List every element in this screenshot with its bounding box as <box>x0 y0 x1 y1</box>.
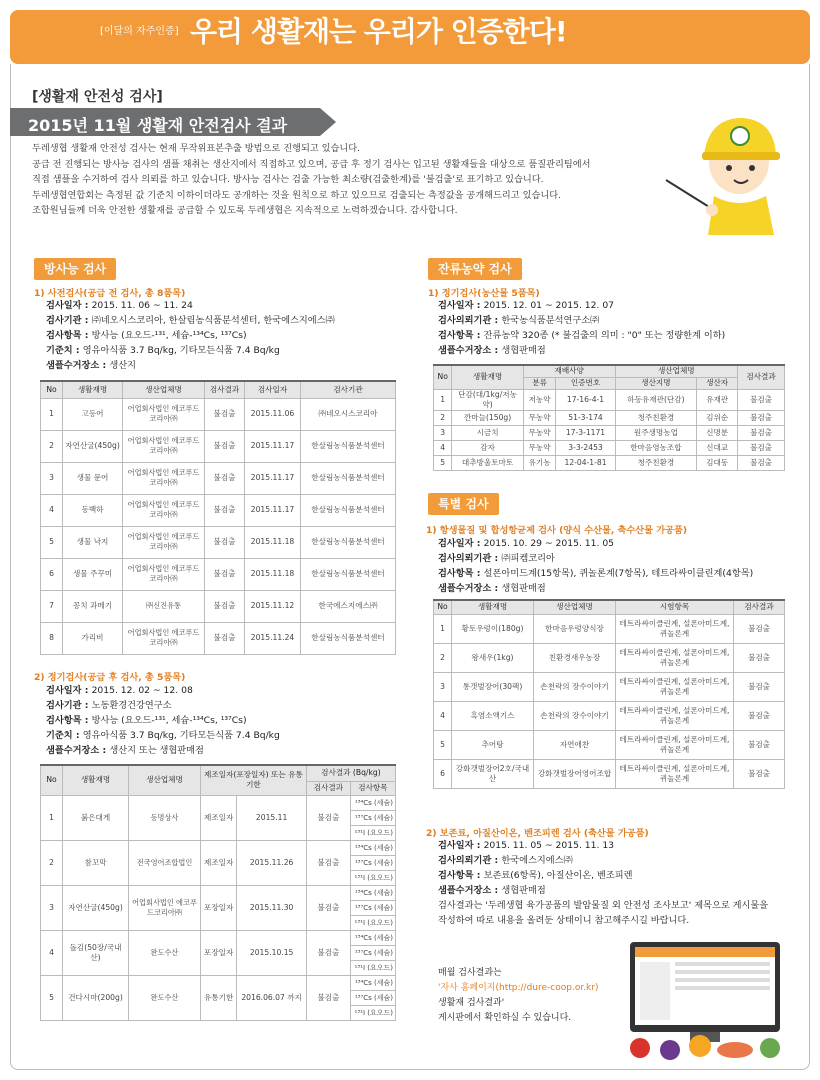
col-header: 생활재명 <box>63 765 129 795</box>
table-cell: 친환경새우농장 <box>534 643 616 672</box>
col-header: 검사기관 <box>301 381 396 398</box>
col-header: No <box>434 600 452 614</box>
pesticide-table <box>433 364 785 471</box>
table-cell: 제조일자 <box>201 795 237 840</box>
table-cell: 감자 <box>452 440 523 455</box>
table-cell: 김위순 <box>697 410 738 425</box>
radiation-pre-info <box>46 298 335 373</box>
info-value: 방사능 (요오드-¹³¹, 세슘-¹³⁴Cs, ¹³⁷Cs) <box>91 330 247 341</box>
table-row <box>434 455 785 470</box>
table-row <box>41 558 396 590</box>
result-note-line: 작성하여 따로 내용을 올려둔 상태이니 참고해주시길 바랍니다. <box>438 915 690 926</box>
table-cell: 깐마늘(150g) <box>452 410 523 425</box>
footer-note <box>438 966 599 1026</box>
table-cell: 불검출 <box>738 410 785 425</box>
table-cell: 1 <box>434 389 452 410</box>
table-cell: 한살림농식품분석센터 <box>301 622 396 654</box>
info-value: 2015. 11. 05 ~ 2015. 11. 13 <box>483 840 615 851</box>
table-cell: 2015.11.24 <box>245 622 301 654</box>
table-row <box>434 672 785 701</box>
table-cell: 청주친환경 <box>615 455 697 470</box>
table-cell: 4 <box>434 440 452 455</box>
info-value: 방사능 (요오드-¹³¹, 세슘-¹³⁴Cs, ¹³⁷Cs) <box>91 715 247 726</box>
info-key: 검사일자 : <box>438 538 484 549</box>
table-row <box>41 885 396 900</box>
table-cell: 불검출 <box>306 840 350 885</box>
table-header-row <box>434 365 785 377</box>
table-row <box>434 410 785 425</box>
info-key: 검사항목 : <box>438 330 484 341</box>
info-key: 검사기관 : <box>46 315 92 326</box>
table-cell: ¹³¹I (요오드) <box>350 870 395 885</box>
table-row <box>41 930 396 945</box>
table-cell: 건다시마(200g) <box>63 975 129 1020</box>
table-cell: 1 <box>434 614 452 643</box>
col-header: 생활재명 <box>452 365 523 389</box>
table-cell: 불검출 <box>734 701 785 730</box>
table-cell: 불검출 <box>306 975 350 1020</box>
table-cell: 불검출 <box>306 795 350 840</box>
table-cell: ¹³¹I (요오드) <box>350 1005 395 1020</box>
intro-line: 직접 샘플을 수거하여 검사 의뢰를 하고 있습니다. 방사능 검사는 검출 가능한 최소량(검출한계)를 '불검출'로 표기하고 있습니다. <box>32 174 544 185</box>
table-cell: 불검출 <box>205 494 245 526</box>
table-cell: 청주친환경 <box>615 410 697 425</box>
table-cell: 신명분 <box>697 425 738 440</box>
table-row <box>41 622 396 654</box>
table-cell: 원주생명농업 <box>615 425 697 440</box>
special-s1-table <box>433 599 785 789</box>
table-row <box>41 795 396 810</box>
section-label: [생활재 안전성 검사] <box>32 89 163 105</box>
table-cell: 제조일자 <box>201 840 237 885</box>
table-cell: 불검출 <box>734 643 785 672</box>
table-cell: 2016.06.07 까지 <box>237 975 306 1020</box>
intro-text <box>32 141 652 219</box>
table-cell: 2015.10.15 <box>237 930 306 975</box>
col-header: 재배사양 <box>523 365 615 377</box>
table-cell: ¹³⁷Cs (세슘) <box>350 990 395 1005</box>
table-cell: 돌김(50장/국내산) <box>63 930 129 975</box>
table-cell: 시금치 <box>452 425 523 440</box>
table-cell: 자연애찬 <box>534 730 616 759</box>
info-key: 샘플수거장소 : <box>438 345 502 356</box>
inspector-character-illustration <box>664 100 804 240</box>
col-header: 제조일자(포장일자) 또는 유통기한 <box>201 765 307 795</box>
table-cell: 3 <box>434 425 452 440</box>
table-cell: 불검출 <box>734 614 785 643</box>
col-header: 생활재명 <box>452 600 534 614</box>
col-header: 생산업체명 <box>615 365 737 377</box>
table-cell: 어업회사법인 에코푸드코리아㈜ <box>129 885 201 930</box>
col-header: 생산업체명 <box>123 381 205 398</box>
table-row <box>41 462 396 494</box>
info-key: 샘플수거장소 : <box>46 745 110 756</box>
table-cell: 어업회사법인 에코푸드코리아㈜ <box>123 526 205 558</box>
col-header: 검사결과 (Bq/kg) <box>306 765 395 781</box>
table-row <box>41 398 396 430</box>
table-cell: 어업회사법인 에코푸드코리아㈜ <box>123 430 205 462</box>
table-cell: 불검출 <box>205 526 245 558</box>
table-cell: 한살림농식품분석센터 <box>301 526 396 558</box>
table-cell: 2015.11 <box>237 795 306 840</box>
table-cell: 2015.11.30 <box>237 885 306 930</box>
table-row <box>434 425 785 440</box>
table-cell: 6 <box>41 558 63 590</box>
banner-title: 우리 생활재는 우리가 인증한다! <box>190 15 567 48</box>
info-value: 설폰아미드계(15항목), 퀴놀론계(7항목), 테트라싸이클린계(4항목) <box>483 568 754 579</box>
table-cell: 2015.11.18 <box>245 558 301 590</box>
table-cell: 포장일자 <box>201 885 237 930</box>
info-key: 검사항목 : <box>438 568 484 579</box>
special-s2-info <box>438 838 768 928</box>
table-cell: 왕새우(1kg) <box>452 643 534 672</box>
pesticide-heading: 잔류농약 검사 <box>428 258 522 280</box>
table-cell: 불검출 <box>734 759 785 788</box>
table-cell: 2015.11.12 <box>245 590 301 622</box>
info-key: 검사일자 : <box>46 685 92 696</box>
col-header: 검사결과 <box>306 781 350 795</box>
footer-line: 생활재 검사결과' <box>438 998 505 1008</box>
table-cell: 2015.11.26 <box>237 840 306 885</box>
table-cell: ¹³¹I (요오드) <box>350 960 395 975</box>
col-header: 검사항목 <box>350 781 395 795</box>
table-cell: 한살림농식품분석센터 <box>301 558 396 590</box>
table-cell: 추어탕 <box>452 730 534 759</box>
table-cell: 2 <box>434 410 452 425</box>
table-cell: ¹³⁴Cs (세슘) <box>350 885 395 900</box>
table-cell: 불검출 <box>734 730 785 759</box>
homepage-link[interactable]: '자사 홈페이지(http://dure-coop.or.kr) <box>438 983 599 993</box>
table-cell: 6 <box>434 759 452 788</box>
table-cell: 붉은대게 <box>63 795 129 840</box>
table-cell: 참꼬막 <box>63 840 129 885</box>
table-cell: 4 <box>41 494 63 526</box>
table-cell: 17-3-1171 <box>556 425 615 440</box>
table-cell: ¹³¹I (요오드) <box>350 915 395 930</box>
intro-line: 조합원님들께 더욱 안전한 생활재를 공급할 수 있도록 두레생협은 지속적으로 노력하겠습니다. 감사합니다. <box>32 205 458 216</box>
info-key: 기준치 : <box>46 730 83 741</box>
table-cell: ¹³⁴Cs (세슘) <box>350 975 395 990</box>
table-header-row <box>41 765 396 781</box>
table-cell: 불검출 <box>738 425 785 440</box>
special-s1-subtitle: 1) 항생물질 및 합성항균제 검사 (양식 수산물, 축수산물 가공품) <box>426 525 688 536</box>
info-value: 영유아식품 3.7 Bq/kg, 기타모든식품 7.4 Bq/kg <box>82 730 280 741</box>
info-value: 생협판매점 <box>501 345 546 356</box>
table-cell: 한마음영농조합 <box>615 440 697 455</box>
table-cell: 어업회사법인 에코푸드코리아㈜ <box>123 462 205 494</box>
info-key: 검사항목 : <box>46 715 92 726</box>
table-cell: 테트라싸이클린계, 설폰아미드계, 퀴놀론계 <box>616 614 734 643</box>
table-cell: 51-3-174 <box>556 410 615 425</box>
table-cell: 불검출 <box>734 672 785 701</box>
col-header: 시험항목 <box>616 600 734 614</box>
col-header: 검사결과 <box>734 600 785 614</box>
table-cell: 테트라싸이클린계, 설폰아미드계, 퀴놀론계 <box>616 730 734 759</box>
footer-line: 게시판에서 확인하실 수 있습니다. <box>438 1013 572 1023</box>
table-cell: 한살림농식품분석센터 <box>301 462 396 494</box>
intro-line: 두레생협연합회는 측정된 값 기준치 이하이더라도 공개하는 것을 원칙으로 하고 있으므로 검출되는 측정값을 공개해드리고 있습니다. <box>32 189 562 201</box>
result-note-line: 검사결과는 '두레생협 육가공품의 발암물질 외 안전성 조사보고' 제목으로 게시물을 <box>438 900 769 911</box>
info-value: 생산지 또는 생협판매점 <box>109 745 204 756</box>
radiation-pre-table <box>40 380 396 655</box>
info-key: 검사일자 : <box>438 300 484 311</box>
info-key: 검사의뢰기관 : <box>438 315 502 326</box>
info-key: 검사일자 : <box>438 840 484 851</box>
table-cell: 유기농 <box>523 455 556 470</box>
table-row <box>41 494 396 526</box>
table-cell: ㈜네오시스코리아 <box>301 398 396 430</box>
radiation-reg-subtitle: 2) 정기검사(공급 후 검사, 총 5품목) <box>34 672 186 683</box>
table-row <box>434 614 785 643</box>
table-cell: 불검출 <box>738 440 785 455</box>
computer-illustration <box>610 940 800 1060</box>
table-cell: 완도수산 <box>129 930 201 975</box>
col-header: 검사일자 <box>245 381 301 398</box>
col-header: 생산자 <box>697 377 738 389</box>
radiation-pre-subtitle: 1) 사전검사(공급 전 검사, 총 8품목) <box>34 288 186 299</box>
table-cell: 테트라싸이클린계, 설폰아미드계, 퀴놀론계 <box>616 643 734 672</box>
table-cell: 손천락의 장수이야기 <box>534 672 616 701</box>
info-value: 2015. 12. 01 ~ 2015. 12. 07 <box>483 300 615 311</box>
info-value: 2015. 12. 02 ~ 12. 08 <box>91 685 193 696</box>
info-key: 샘플수거장소 : <box>438 583 502 594</box>
table-cell: 완도수산 <box>129 975 201 1020</box>
info-key: 샘플수거장소 : <box>438 885 502 896</box>
table-cell: ¹³¹I (요오드) <box>350 825 395 840</box>
table-cell: 어업회사법인 에코푸드코리아㈜ <box>123 398 205 430</box>
table-row <box>434 389 785 410</box>
col-header: No <box>434 365 452 389</box>
table-cell: 2 <box>41 430 63 462</box>
table-cell: 2 <box>41 840 63 885</box>
pesticide-subtitle: 1) 정기검사(농산물 5품목) <box>428 288 540 299</box>
info-value: 2015. 10. 29 ~ 2015. 11. 05 <box>483 538 615 549</box>
col-header: No <box>41 765 63 795</box>
table-cell: 어업회사법인 에코푸드코리아㈜ <box>123 494 205 526</box>
table-cell: 단감(대/1kg/저농약) <box>452 389 523 410</box>
table-row <box>434 730 785 759</box>
table-cell: 4 <box>434 701 452 730</box>
info-key: 검사일자 : <box>46 300 92 311</box>
radiation-reg-info <box>46 683 280 758</box>
intro-line: 공급 전 진행되는 방사능 검사의 샘플 채취는 생산지에서 직접하고 있으며, 공급 후 정기 검사는 입고된 생활재들을 대상으로 품질관리팀에서 <box>32 158 591 170</box>
info-key: 검사의뢰기관 : <box>438 855 502 866</box>
table-cell: 불검출 <box>738 455 785 470</box>
info-key: 검사항목 : <box>438 870 484 881</box>
info-value: 생협판매점 <box>501 885 546 896</box>
intro-line: 두레생협 생활재 안전성 검사는 현재 무작위표본추출 방법으로 진행되고 있습니다. <box>32 143 361 154</box>
table-row <box>41 430 396 462</box>
table-cell: 불검출 <box>205 462 245 494</box>
table-cell: 손천락의 장수이야기 <box>534 701 616 730</box>
table-cell: 강화갯벌장어2호/국내산 <box>452 759 534 788</box>
table-row <box>434 701 785 730</box>
table-cell: 한살림농식품분석센터 <box>301 494 396 526</box>
info-value: 노동환경건강연구소 <box>91 700 172 711</box>
table-cell: 2015.11.17 <box>245 430 301 462</box>
table-cell: 하동유재관(단감) <box>615 389 697 410</box>
special-s1-info <box>438 536 753 596</box>
table-cell: 포장일자 <box>201 930 237 975</box>
table-cell: 저농약 <box>523 389 556 410</box>
table-cell: 생물 낙지 <box>63 526 123 558</box>
table-cell: 어업회사법인 에코푸드코리아㈜ <box>123 558 205 590</box>
table-cell: 동백하 <box>63 494 123 526</box>
col-header: 검사결과 <box>205 381 245 398</box>
table-cell: 불검출 <box>306 930 350 975</box>
table-cell: 강화갯벌장어영어조합 <box>534 759 616 788</box>
table-cell: 5 <box>41 526 63 558</box>
info-value: 2015. 11. 06 ~ 11. 24 <box>91 300 193 311</box>
table-cell: 2015.11.06 <box>245 398 301 430</box>
table-cell: 2015.11.18 <box>245 526 301 558</box>
table-cell: 유통기한 <box>201 975 237 1020</box>
col-header: 생산업체명 <box>129 765 201 795</box>
info-value: 영유아식품 3.7 Bq/kg, 기타모든식품 7.4 Bq/kg <box>82 345 280 356</box>
table-cell: 통갯벌장어(30팩) <box>452 672 534 701</box>
table-cell: 2015.11.17 <box>245 462 301 494</box>
table-cell: 황토우렁이(180g) <box>452 614 534 643</box>
table-cell: 무농약 <box>523 410 556 425</box>
table-cell: 2 <box>434 643 452 672</box>
table-cell: 전국영어조합법인 <box>129 840 201 885</box>
table-row <box>41 975 396 990</box>
table-row <box>41 590 396 622</box>
table-cell: 신대교 <box>697 440 738 455</box>
table-cell: 불검출 <box>205 430 245 462</box>
table-cell: 무농약 <box>523 440 556 455</box>
col-header: 생산지명 <box>615 377 697 389</box>
table-cell: 가리비 <box>63 622 123 654</box>
table-cell: 불검출 <box>205 398 245 430</box>
table-cell: 1 <box>41 795 63 840</box>
table-cell: 고등어 <box>63 398 123 430</box>
table-cell: 한마음우렁양식장 <box>534 614 616 643</box>
radiation-heading: 방사능 검사 <box>34 258 116 280</box>
table-cell: 테트라싸이클린계, 설폰아미드계, 퀴놀론계 <box>616 759 734 788</box>
table-cell: 테트라싸이클린계, 설폰아미드계, 퀴놀론계 <box>616 701 734 730</box>
info-key: 검사의뢰기관 : <box>438 553 502 564</box>
info-value: 잔류농약 320종 (* 불검출의 의미 : "0" 또는 정량한계 이하) <box>483 330 726 341</box>
col-header: No <box>41 381 63 398</box>
table-cell: ¹³⁷Cs (세슘) <box>350 855 395 870</box>
info-key: 샘플수거장소 : <box>46 360 110 371</box>
table-cell: ¹³⁷Cs (세슘) <box>350 810 395 825</box>
info-key: 검사항목 : <box>46 330 92 341</box>
table-header-row <box>434 600 785 614</box>
table-cell: 생물 문어 <box>63 462 123 494</box>
table-cell: 테트라싸이클린계, 설폰아미드계, 퀴놀론계 <box>616 672 734 701</box>
table-cell: 한살림농식품분석센터 <box>301 430 396 462</box>
info-value: 보존료(6항목), 아질산이온, 벤조피렌 <box>483 870 633 881</box>
table-row <box>434 440 785 455</box>
table-cell: 3 <box>41 885 63 930</box>
table-cell: 1 <box>41 398 63 430</box>
radiation-reg-table <box>40 764 396 1021</box>
table-cell: 자연산굴(450g) <box>63 885 129 930</box>
table-cell: 17-16-4-1 <box>556 389 615 410</box>
table-cell: 4 <box>41 930 63 975</box>
table-cell: 불검출 <box>738 389 785 410</box>
table-cell: 어업회사법인 에코푸드코리아㈜ <box>123 622 205 654</box>
table-row <box>434 643 785 672</box>
info-value: 한국에스지에스㈜ <box>501 855 573 866</box>
table-cell: 5 <box>41 975 63 1020</box>
table-cell: 한국에스지에스㈜ <box>301 590 396 622</box>
table-cell: 김대동 <box>697 455 738 470</box>
table-cell: 5 <box>434 455 452 470</box>
info-key: 검사기관 : <box>46 700 92 711</box>
table-cell: ¹³⁴Cs (세슘) <box>350 795 395 810</box>
table-cell: 12-04-1-81 <box>556 455 615 470</box>
info-key: 기준치 : <box>46 345 83 356</box>
table-cell: 무농약 <box>523 425 556 440</box>
table-cell: ¹³⁷Cs (세슘) <box>350 900 395 915</box>
table-row <box>41 840 396 855</box>
table-header-row <box>41 381 396 398</box>
special-s2-subtitle: 2) 보존료, 아질산이온, 벤조피렌 검사 (축산물 가공품) <box>426 828 649 839</box>
table-cell: 2015.11.17 <box>245 494 301 526</box>
table-row <box>41 526 396 558</box>
table-cell: 7 <box>41 590 63 622</box>
col-header: 검사결과 <box>738 365 785 389</box>
info-value: 생산지 <box>109 360 136 371</box>
page-title: 2015년 11월 생활재 안전검사 결과 <box>28 116 288 135</box>
special-heading: 특별 검사 <box>428 493 499 515</box>
table-cell: 3 <box>434 672 452 701</box>
table-cell: ¹³⁷Cs (세슘) <box>350 945 395 960</box>
col-header: 생활재명 <box>63 381 123 398</box>
table-cell: 3 <box>41 462 63 494</box>
table-cell: 자연산굴(450g) <box>63 430 123 462</box>
info-value: 한국농식품분석연구소㈜ <box>501 315 600 326</box>
table-cell: 동명상사 <box>129 795 201 840</box>
table-cell: 꽁치 과메기 <box>63 590 123 622</box>
table-cell: ㈜신진유통 <box>123 590 205 622</box>
table-row <box>434 759 785 788</box>
col-header: 분류 <box>523 377 556 389</box>
col-header: 인증번호 <box>556 377 615 389</box>
table-cell: 불검출 <box>205 590 245 622</box>
table-cell: 흑염소액기스 <box>452 701 534 730</box>
col-header: 생산업체명 <box>534 600 616 614</box>
pesticide-info <box>438 298 725 358</box>
banner-tag: [이달의 자주인증] <box>100 26 179 37</box>
table-cell: ¹³⁴Cs (세슘) <box>350 930 395 945</box>
table-cell: 8 <box>41 622 63 654</box>
table-cell: 대추방울토마토 <box>452 455 523 470</box>
info-value: ㈜피켐코리아 <box>501 553 555 564</box>
table-cell: 유재관 <box>697 389 738 410</box>
table-cell: 불검출 <box>205 558 245 590</box>
table-cell: 5 <box>434 730 452 759</box>
footer-line: 매월 검사결과는 <box>438 968 502 978</box>
table-cell: 생물 주꾸미 <box>63 558 123 590</box>
info-value: 생협판매점 <box>501 583 546 594</box>
table-cell: 3-3-2453 <box>556 440 615 455</box>
info-value: ㈜네오시스코리아, 한살림농식품분석센터, 한국에스지에스㈜ <box>91 315 335 326</box>
table-cell: 불검출 <box>205 622 245 654</box>
table-cell: ¹³⁴Cs (세슘) <box>350 840 395 855</box>
table-cell: 불검출 <box>306 885 350 930</box>
